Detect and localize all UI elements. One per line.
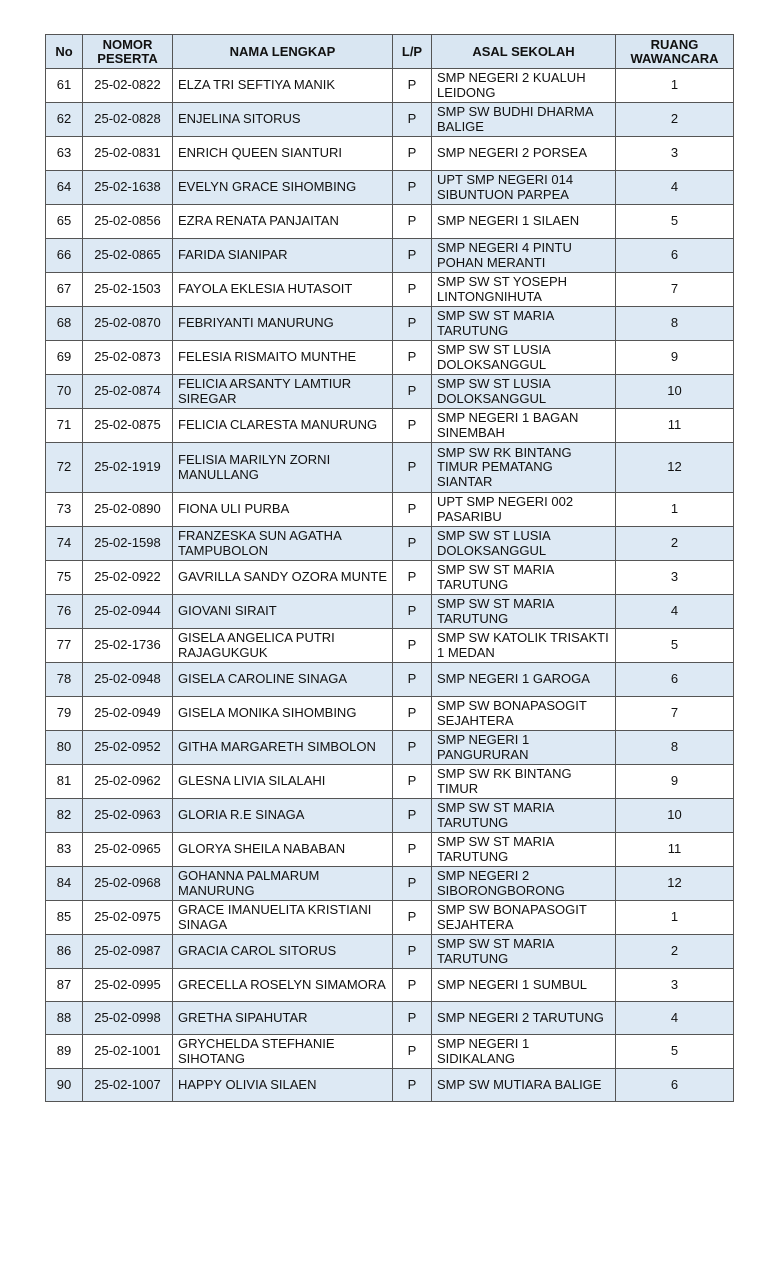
row-asal-sekolah: SMP SW ST MARIA TARUTUNG (432, 307, 616, 341)
table-row (46, 799, 734, 833)
row-no: 71 (46, 409, 83, 443)
row-lp: P (393, 69, 432, 103)
row-no: 80 (46, 731, 83, 765)
row-ruang-wawancara: 1 (616, 901, 734, 935)
row-lp: P (393, 409, 432, 443)
row-lp: P (393, 205, 432, 239)
table-row (46, 239, 734, 273)
row-no: 89 (46, 1035, 83, 1069)
row-asal-sekolah: SMP NEGERI 1 PANGURURAN (432, 731, 616, 765)
row-nomor-peserta: 25-02-0870 (83, 307, 173, 341)
row-nomor-peserta: 25-02-0952 (83, 731, 173, 765)
row-nama-lengkap: GRETHA SIPAHUTAR (173, 1002, 393, 1035)
table-row (46, 697, 734, 731)
row-nomor-peserta: 25-02-0856 (83, 205, 173, 239)
row-nomor-peserta: 25-02-0873 (83, 341, 173, 375)
row-nomor-peserta: 25-02-0949 (83, 697, 173, 731)
row-lp: P (393, 901, 432, 935)
row-lp: P (393, 697, 432, 731)
row-nomor-peserta: 25-02-1638 (83, 171, 173, 205)
row-nomor-peserta: 25-02-0865 (83, 239, 173, 273)
row-ruang-wawancara: 4 (616, 1002, 734, 1035)
row-lp: P (393, 969, 432, 1002)
row-nama-lengkap: FARIDA SIANIPAR (173, 239, 393, 273)
participant-table (45, 34, 734, 1102)
row-nama-lengkap: FELISIA MARILYN ZORNI MANULLANG (173, 443, 393, 493)
row-ruang-wawancara: 2 (616, 103, 734, 137)
row-nama-lengkap: GRACIA CAROL SITORUS (173, 935, 393, 969)
row-nama-lengkap: GISELA MONIKA SIHOMBING (173, 697, 393, 731)
table-row (46, 1069, 734, 1102)
row-nama-lengkap: FIONA ULI PURBA (173, 493, 393, 527)
row-nama-lengkap: EVELYN GRACE SIHOMBING (173, 171, 393, 205)
table-row (46, 561, 734, 595)
row-lp: P (393, 935, 432, 969)
row-no: 88 (46, 1002, 83, 1035)
row-lp: P (393, 1035, 432, 1069)
row-lp: P (393, 103, 432, 137)
row-lp: P (393, 1002, 432, 1035)
row-nomor-peserta: 25-02-0965 (83, 833, 173, 867)
row-no: 69 (46, 341, 83, 375)
row-ruang-wawancara: 8 (616, 731, 734, 765)
row-ruang-wawancara: 5 (616, 1035, 734, 1069)
row-nama-lengkap: FAYOLA EKLESIA HUTASOIT (173, 273, 393, 307)
row-nama-lengkap: FELICIA ARSANTY LAMTIUR SIREGAR (173, 375, 393, 409)
table-row (46, 629, 734, 663)
row-ruang-wawancara: 10 (616, 799, 734, 833)
row-nomor-peserta: 25-02-0962 (83, 765, 173, 799)
row-ruang-wawancara: 7 (616, 697, 734, 731)
row-lp: P (393, 595, 432, 629)
row-ruang-wawancara: 6 (616, 663, 734, 697)
row-ruang-wawancara: 3 (616, 137, 734, 171)
row-nama-lengkap: GRYCHELDA STEFHANIE SIHOTANG (173, 1035, 393, 1069)
row-no: 65 (46, 205, 83, 239)
row-asal-sekolah: UPT SMP NEGERI 002 PASARIBU (432, 493, 616, 527)
row-nomor-peserta: 25-02-0948 (83, 663, 173, 697)
row-ruang-wawancara: 7 (616, 273, 734, 307)
table-row (46, 69, 734, 103)
row-lp: P (393, 375, 432, 409)
row-asal-sekolah: SMP SW BONAPASOGIT SEJAHTERA (432, 697, 616, 731)
row-asal-sekolah: SMP SW ST LUSIA DOLOKSANGGUL (432, 341, 616, 375)
row-ruang-wawancara: 5 (616, 629, 734, 663)
table-row (46, 1035, 734, 1069)
header-nomor-peserta: NOMOR PESERTA (83, 35, 173, 69)
row-ruang-wawancara: 6 (616, 239, 734, 273)
row-lp: P (393, 629, 432, 663)
row-no: 82 (46, 799, 83, 833)
row-nomor-peserta: 25-02-1598 (83, 527, 173, 561)
row-lp: P (393, 239, 432, 273)
table-row (46, 137, 734, 171)
row-nomor-peserta: 25-02-0998 (83, 1002, 173, 1035)
row-nama-lengkap: GISELA CAROLINE SINAGA (173, 663, 393, 697)
row-lp: P (393, 833, 432, 867)
row-nomor-peserta: 25-02-0987 (83, 935, 173, 969)
row-nama-lengkap: ENRICH QUEEN SIANTURI (173, 137, 393, 171)
row-nama-lengkap: FELICIA CLARESTA MANURUNG (173, 409, 393, 443)
table-row (46, 103, 734, 137)
row-nama-lengkap: HAPPY OLIVIA SILAEN (173, 1069, 393, 1102)
row-no: 78 (46, 663, 83, 697)
row-lp: P (393, 663, 432, 697)
table-row (46, 901, 734, 935)
row-lp: P (393, 731, 432, 765)
row-no: 77 (46, 629, 83, 663)
table-row (46, 935, 734, 969)
row-no: 86 (46, 935, 83, 969)
header-ruang-wawancara: RUANG WAWANCARA (616, 35, 734, 69)
row-asal-sekolah: SMP NEGERI 1 SILAEN (432, 205, 616, 239)
header-no: No (46, 35, 83, 69)
row-asal-sekolah: SMP SW RK BINTANG TIMUR PEMATANG SIANTAR (432, 443, 616, 493)
row-asal-sekolah: SMP SW ST MARIA TARUTUNG (432, 935, 616, 969)
row-nomor-peserta: 25-02-0968 (83, 867, 173, 901)
row-no: 87 (46, 969, 83, 1002)
table-row (46, 443, 734, 493)
row-nomor-peserta: 25-02-1503 (83, 273, 173, 307)
row-nama-lengkap: GLORIA R.E SINAGA (173, 799, 393, 833)
row-nama-lengkap: FRANZESKA SUN AGATHA TAMPUBOLON (173, 527, 393, 561)
row-asal-sekolah: SMP NEGERI 2 PORSEA (432, 137, 616, 171)
row-no: 85 (46, 901, 83, 935)
row-lp: P (393, 443, 432, 493)
row-asal-sekolah: SMP SW KATOLIK TRISAKTI 1 MEDAN (432, 629, 616, 663)
row-no: 81 (46, 765, 83, 799)
row-nama-lengkap: GISELA ANGELICA PUTRI RAJAGUKGUK (173, 629, 393, 663)
row-lp: P (393, 765, 432, 799)
row-nomor-peserta: 25-02-0922 (83, 561, 173, 595)
row-no: 72 (46, 443, 83, 493)
row-asal-sekolah: SMP NEGERI 1 BAGAN SINEMBAH (432, 409, 616, 443)
row-ruang-wawancara: 1 (616, 493, 734, 527)
header-nama-lengkap: NAMA LENGKAP (173, 35, 393, 69)
table-row (46, 409, 734, 443)
row-ruang-wawancara: 1 (616, 69, 734, 103)
row-lp: P (393, 527, 432, 561)
row-nomor-peserta: 25-02-1919 (83, 443, 173, 493)
row-asal-sekolah: SMP NEGERI 1 SIDIKALANG (432, 1035, 616, 1069)
row-lp: P (393, 1069, 432, 1102)
row-asal-sekolah: SMP SW ST MARIA TARUTUNG (432, 595, 616, 629)
row-asal-sekolah: SMP SW BUDHI DHARMA BALIGE (432, 103, 616, 137)
header-asal-sekolah: ASAL SEKOLAH (432, 35, 616, 69)
row-no: 64 (46, 171, 83, 205)
table-row (46, 765, 734, 799)
row-ruang-wawancara: 3 (616, 561, 734, 595)
row-nomor-peserta: 25-02-0995 (83, 969, 173, 1002)
row-nomor-peserta: 25-02-0828 (83, 103, 173, 137)
row-nomor-peserta: 25-02-0831 (83, 137, 173, 171)
row-lp: P (393, 171, 432, 205)
row-no: 67 (46, 273, 83, 307)
table-row (46, 341, 734, 375)
row-asal-sekolah: SMP NEGERI 4 PINTU POHAN MERANTI (432, 239, 616, 273)
row-nama-lengkap: FEBRIYANTI MANURUNG (173, 307, 393, 341)
row-asal-sekolah: SMP NEGERI 2 TARUTUNG (432, 1002, 616, 1035)
row-ruang-wawancara: 11 (616, 409, 734, 443)
row-no: 74 (46, 527, 83, 561)
header-lp: L/P (393, 35, 432, 69)
row-ruang-wawancara: 2 (616, 527, 734, 561)
table-row (46, 731, 734, 765)
row-asal-sekolah: SMP SW ST LUSIA DOLOKSANGGUL (432, 527, 616, 561)
row-nama-lengkap: GIOVANI SIRAIT (173, 595, 393, 629)
row-nama-lengkap: GLESNA LIVIA SILALAHI (173, 765, 393, 799)
row-no: 70 (46, 375, 83, 409)
table-row (46, 867, 734, 901)
row-no: 61 (46, 69, 83, 103)
row-nomor-peserta: 25-02-1007 (83, 1069, 173, 1102)
row-ruang-wawancara: 10 (616, 375, 734, 409)
row-nama-lengkap: GRACE IMANUELITA KRISTIANI SINAGA (173, 901, 393, 935)
row-nama-lengkap: ENJELINA SITORUS (173, 103, 393, 137)
row-nomor-peserta: 25-02-0822 (83, 69, 173, 103)
row-no: 63 (46, 137, 83, 171)
row-ruang-wawancara: 8 (616, 307, 734, 341)
row-lp: P (393, 493, 432, 527)
table-header-row (46, 35, 734, 69)
row-nama-lengkap: GRECELLA ROSELYN SIMAMORA (173, 969, 393, 1002)
row-ruang-wawancara: 12 (616, 867, 734, 901)
row-lp: P (393, 867, 432, 901)
row-ruang-wawancara: 5 (616, 205, 734, 239)
table-row (46, 833, 734, 867)
row-ruang-wawancara: 11 (616, 833, 734, 867)
row-nama-lengkap: EZRA RENATA PANJAITAN (173, 205, 393, 239)
row-no: 75 (46, 561, 83, 595)
table-body (46, 69, 734, 1102)
row-nama-lengkap: ELZA TRI SEFTIYA MANIK (173, 69, 393, 103)
row-ruang-wawancara: 4 (616, 171, 734, 205)
row-asal-sekolah: SMP SW ST LUSIA DOLOKSANGGUL (432, 375, 616, 409)
row-nama-lengkap: GAVRILLA SANDY OZORA MUNTE (173, 561, 393, 595)
row-ruang-wawancara: 9 (616, 341, 734, 375)
row-asal-sekolah: SMP SW RK BINTANG TIMUR (432, 765, 616, 799)
row-nama-lengkap: GLORYA SHEILA NABABAN (173, 833, 393, 867)
row-asal-sekolah: SMP SW BONAPASOGIT SEJAHTERA (432, 901, 616, 935)
row-nomor-peserta: 25-02-0875 (83, 409, 173, 443)
row-ruang-wawancara: 2 (616, 935, 734, 969)
row-lp: P (393, 561, 432, 595)
row-asal-sekolah: SMP NEGERI 1 GAROGA (432, 663, 616, 697)
row-lp: P (393, 341, 432, 375)
row-asal-sekolah: SMP SW MUTIARA BALIGE (432, 1069, 616, 1102)
row-no: 68 (46, 307, 83, 341)
row-ruang-wawancara: 12 (616, 443, 734, 493)
row-no: 73 (46, 493, 83, 527)
row-asal-sekolah: SMP SW ST MARIA TARUTUNG (432, 799, 616, 833)
table-row (46, 307, 734, 341)
row-asal-sekolah: SMP SW ST MARIA TARUTUNG (432, 833, 616, 867)
row-nomor-peserta: 25-02-1001 (83, 1035, 173, 1069)
table-row (46, 527, 734, 561)
row-ruang-wawancara: 3 (616, 969, 734, 1002)
row-no: 90 (46, 1069, 83, 1102)
row-no: 66 (46, 239, 83, 273)
row-nomor-peserta: 25-02-1736 (83, 629, 173, 663)
row-lp: P (393, 799, 432, 833)
table-row (46, 171, 734, 205)
row-asal-sekolah: SMP SW ST YOSEPH LINTONGNIHUTA (432, 273, 616, 307)
row-nama-lengkap: GITHA MARGARETH SIMBOLON (173, 731, 393, 765)
row-no: 76 (46, 595, 83, 629)
row-asal-sekolah: SMP SW ST MARIA TARUTUNG (432, 561, 616, 595)
row-ruang-wawancara: 9 (616, 765, 734, 799)
row-asal-sekolah: SMP NEGERI 1 SUMBUL (432, 969, 616, 1002)
row-lp: P (393, 273, 432, 307)
row-nomor-peserta: 25-02-0944 (83, 595, 173, 629)
table-row (46, 205, 734, 239)
table-row (46, 1002, 734, 1035)
row-nomor-peserta: 25-02-0890 (83, 493, 173, 527)
row-ruang-wawancara: 4 (616, 595, 734, 629)
row-asal-sekolah: UPT SMP NEGERI 014 SIBUNTUON PARPEA (432, 171, 616, 205)
row-asal-sekolah: SMP NEGERI 2 SIBORONGBORONG (432, 867, 616, 901)
row-no: 62 (46, 103, 83, 137)
table-row (46, 273, 734, 307)
row-nomor-peserta: 25-02-0963 (83, 799, 173, 833)
row-no: 83 (46, 833, 83, 867)
table-row (46, 493, 734, 527)
row-nama-lengkap: GOHANNA PALMARUM MANURUNG (173, 867, 393, 901)
table-row (46, 969, 734, 1002)
row-no: 84 (46, 867, 83, 901)
row-lp: P (393, 137, 432, 171)
row-nama-lengkap: FELESIA RISMAITO MUNTHE (173, 341, 393, 375)
row-nomor-peserta: 25-02-0975 (83, 901, 173, 935)
row-ruang-wawancara: 6 (616, 1069, 734, 1102)
row-asal-sekolah: SMP NEGERI 2 KUALUH LEIDONG (432, 69, 616, 103)
table-row (46, 663, 734, 697)
row-nomor-peserta: 25-02-0874 (83, 375, 173, 409)
row-no: 79 (46, 697, 83, 731)
table-row (46, 375, 734, 409)
table-row (46, 595, 734, 629)
row-lp: P (393, 307, 432, 341)
